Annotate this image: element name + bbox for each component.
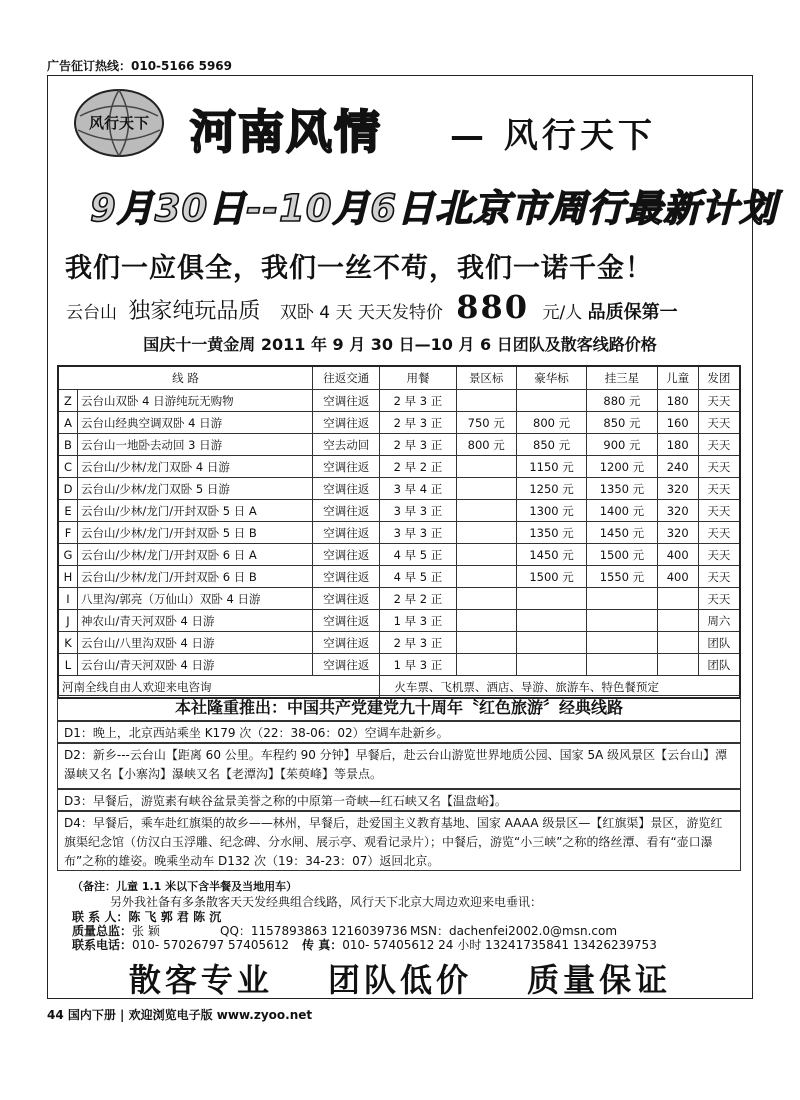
table-cell: 天天 xyxy=(698,500,740,522)
promo-quality: 品质保第一 xyxy=(587,302,678,323)
table-row xyxy=(58,478,740,500)
table-cell: 4 早 5 正 xyxy=(380,566,456,588)
brand-title: 河南风情 xyxy=(190,105,382,159)
contact-phone: 010- 57026797 57405612 xyxy=(132,938,290,952)
itinerary-day-1: D1：晚上，北京西站乘坐 K179 次（22：38-06：02）空调车赴新乡。 xyxy=(57,721,741,743)
table-cell: 空调往返 xyxy=(313,544,380,566)
table-cell: F xyxy=(58,522,78,544)
footer-left: 河南全线自由人欢迎来电咨询 xyxy=(58,676,380,699)
table-cell: 天天 xyxy=(698,434,740,456)
table-cell: 4 早 5 正 xyxy=(380,544,456,566)
table-cell xyxy=(456,610,516,632)
table-cell xyxy=(456,566,516,588)
table-cell: 天天 xyxy=(698,478,740,500)
footer-slogan-2: 团队低价 xyxy=(327,961,472,999)
table-cell: 2 早 3 正 xyxy=(380,390,456,412)
table-cell: 1 早 3 正 xyxy=(380,610,456,632)
table-row xyxy=(58,544,740,566)
table-cell xyxy=(587,654,657,676)
promo-unit: 元/人 xyxy=(542,303,583,323)
table-cell: 1350 元 xyxy=(516,522,586,544)
promo-trip: 双卧 4 天 天天发特价 xyxy=(279,303,443,323)
table-cell: 云台山/少林/龙门双卧 4 日游 xyxy=(78,456,313,478)
table-cell xyxy=(657,610,698,632)
contact-fax-label: 传 真： xyxy=(302,938,343,952)
table-cell: 天天 xyxy=(698,456,740,478)
table-cell xyxy=(657,632,698,654)
page-footer: 44 国内下册 | 欢迎浏览电子版 www.zyoo.net xyxy=(47,1008,313,1022)
table-cell: 1500 元 xyxy=(587,544,657,566)
header-deluxe: 豪华标 xyxy=(516,366,586,390)
table-cell: 180 xyxy=(657,434,698,456)
header-meals: 用餐 xyxy=(380,366,456,390)
table-cell: 天天 xyxy=(698,566,740,588)
table-cell: 天天 xyxy=(698,522,740,544)
table-cell: 1 早 3 正 xyxy=(380,654,456,676)
table-cell xyxy=(516,588,586,610)
table-cell: 1450 元 xyxy=(516,544,586,566)
table-cell: 1550 元 xyxy=(587,566,657,588)
table-cell: 云台山/八里沟双卧 4 日游 xyxy=(78,632,313,654)
header-departure: 发团 xyxy=(698,366,740,390)
footer-slogan-1: 散客专业 xyxy=(128,961,273,999)
table-cell: 空调往返 xyxy=(313,654,380,676)
table-cell: 云台山/少林/龙门/开封双卧 5 日 A xyxy=(78,500,313,522)
table-row xyxy=(58,588,740,610)
table-cell: 750 元 xyxy=(456,412,516,434)
table-cell: 空调往返 xyxy=(313,456,380,478)
table-cell: 空调往返 xyxy=(313,610,380,632)
table-cell: 1250 元 xyxy=(516,478,586,500)
promo-place: 云台山 xyxy=(66,303,117,323)
contact-msn: MSN：dachenfei2002.0@msn.com xyxy=(410,924,618,938)
table-cell: 400 xyxy=(657,544,698,566)
slogan: 我们一应俱全，我们一丝不苟，我们一诺千金！ xyxy=(65,253,653,284)
table-cell xyxy=(456,632,516,654)
table-cell xyxy=(456,588,516,610)
table-cell: 空调往返 xyxy=(313,478,380,500)
table-cell: 320 xyxy=(657,500,698,522)
table-cell: K xyxy=(58,632,78,654)
promo-line xyxy=(66,288,678,326)
table-cell: 900 元 xyxy=(587,434,657,456)
table-header-row xyxy=(58,366,740,390)
table-cell: 850 元 xyxy=(516,434,586,456)
footer-slogan-3: 质量保证 xyxy=(527,961,672,999)
ad-hotline: 广告征订热线：010-5166 5969 xyxy=(47,59,233,73)
table-cell: 云台山/少林/龙门双卧 5 日游 xyxy=(78,478,313,500)
table-cell: 云台山/少林/龙门/开封双卧 5 日 B xyxy=(78,522,313,544)
globe-logo xyxy=(70,86,168,160)
header-standard: 景区标 xyxy=(456,366,516,390)
table-cell: 2 早 3 正 xyxy=(380,412,456,434)
table-cell: 空调往返 xyxy=(313,632,380,654)
table-cell: L xyxy=(58,654,78,676)
table-cell xyxy=(657,588,698,610)
table-cell xyxy=(456,456,516,478)
table-cell: 180 xyxy=(657,390,698,412)
table-cell: 团队 xyxy=(698,654,740,676)
table-cell: 八里沟/郭亮（万仙山）双卧 4 日游 xyxy=(78,588,313,610)
table-cell: Z xyxy=(58,390,78,412)
table-row xyxy=(58,632,740,654)
table-row xyxy=(58,434,740,456)
table-cell xyxy=(456,654,516,676)
table-cell: 天天 xyxy=(698,412,740,434)
itinerary-day-4: D4：早餐后，乘车赴红旗渠的故乡——林州，早餐后，赴爱国主义教育基地、国家 AAAA 级景区—【红旗渠】景区，游览红旗渠纪念馆（仿汉白玉浮雕、纪念碑、分水闸、展示亭、观看记录片）；中餐后，游览“小三峡”之称的络丝潭、看有“壶口瀑布”之称的雄姿。晚乘坐动车 D132 次（19：34-23：07）返回北京。 xyxy=(57,811,741,871)
table-cell: 400 xyxy=(657,566,698,588)
contact-people: 陈 飞 郭 君 陈 沉 xyxy=(128,910,222,924)
table-cell: 320 xyxy=(657,478,698,500)
table-cell: 周六 xyxy=(698,610,740,632)
logo-text: 风行天下 xyxy=(88,114,150,132)
table-cell xyxy=(516,610,586,632)
table-cell: J xyxy=(58,610,78,632)
header-transport: 往返交通 xyxy=(313,366,380,390)
footer-slogan xyxy=(0,955,800,1001)
itinerary-day-3: D3：早餐后，游览素有峡谷盆景美誉之称的中原第一奇峡—红石峡又名【温盘峪】。 xyxy=(57,789,741,811)
table-cell: 1200 元 xyxy=(587,456,657,478)
table-row xyxy=(58,522,740,544)
table-cell: I xyxy=(58,588,78,610)
table-cell: 空调往返 xyxy=(313,588,380,610)
table-cell: 云台山经典空调双卧 4 日游 xyxy=(78,412,313,434)
table-cell: H xyxy=(58,566,78,588)
table-cell: 2 早 3 正 xyxy=(380,632,456,654)
table-cell xyxy=(587,632,657,654)
remark: （备注：儿童 1.1 米以下含半餐及当地用车） xyxy=(72,880,298,893)
table-cell xyxy=(456,544,516,566)
table-cell: 空调往返 xyxy=(313,522,380,544)
table-cell: 空调往返 xyxy=(313,412,380,434)
table-cell: 1450 元 xyxy=(587,522,657,544)
table-cell xyxy=(587,610,657,632)
contact-phone-line xyxy=(72,936,657,953)
table-cell: 云台山/少林/龙门/开封双卧 6 日 A xyxy=(78,544,313,566)
table-cell xyxy=(657,654,698,676)
table-cell: G xyxy=(58,544,78,566)
table-cell: 1300 元 xyxy=(516,500,586,522)
table-cell xyxy=(456,478,516,500)
header-route: 线 路 xyxy=(58,366,313,390)
table-cell: 云台山一地卧去动回 3 日游 xyxy=(78,434,313,456)
table-cell: 800 元 xyxy=(456,434,516,456)
table-cell: 1400 元 xyxy=(587,500,657,522)
table-cell xyxy=(456,522,516,544)
plan-title: 9月30日--10月6日北京市周行最新计划 xyxy=(90,187,778,230)
table-cell: 空调往返 xyxy=(313,566,380,588)
table-cell: E xyxy=(58,500,78,522)
table-cell xyxy=(516,654,586,676)
table-cell: 2 早 2 正 xyxy=(380,588,456,610)
table-cell: 2 早 3 正 xyxy=(380,434,456,456)
table-row xyxy=(58,412,740,434)
table-cell: 320 xyxy=(657,522,698,544)
table-row xyxy=(58,610,740,632)
table-row xyxy=(58,566,740,588)
table-row xyxy=(58,500,740,522)
table-cell: 3 早 3 正 xyxy=(380,500,456,522)
table-row xyxy=(58,654,740,676)
table-cell: 云台山/少林/龙门/开封双卧 6 日 B xyxy=(78,566,313,588)
table-cell: 云台山双卧 4 日游纯玩无购物 xyxy=(78,390,313,412)
promo-feature: 独家纯玩品质 xyxy=(128,299,261,324)
contact-intro: 另外我社备有多条散客天天发经典组合线路，风行天下北京大周边欢迎来电垂讯： xyxy=(110,895,543,909)
table-row xyxy=(58,390,740,412)
header-three-star: 挂三星 xyxy=(587,366,657,390)
table-cell: 云台山/青天河双卧 4 日游 xyxy=(78,654,313,676)
contact-manager-label: 质量总监： xyxy=(72,924,133,938)
price-table xyxy=(57,365,741,699)
table-cell xyxy=(456,500,516,522)
table-cell: C xyxy=(58,456,78,478)
contact-fax: 010- 57405612 24 小时 13241735841 13426239753 xyxy=(342,938,657,952)
table-cell: 1150 元 xyxy=(516,456,586,478)
table-cell: 空调往返 xyxy=(313,390,380,412)
table-cell: D xyxy=(58,478,78,500)
red-tour-notice: 本社隆重推出：中国共产党建党九十周年〝红色旅游〞经典线路 xyxy=(57,695,741,721)
table-cell: 880 元 xyxy=(587,390,657,412)
table-cell: 空调往返 xyxy=(313,500,380,522)
contact-phone-label: 联系电话： xyxy=(72,938,133,952)
table-body xyxy=(58,390,740,676)
table-cell: 1500 元 xyxy=(516,566,586,588)
table-cell: 天天 xyxy=(698,588,740,610)
promo-price: 880 xyxy=(456,288,530,326)
table-cell: 神农山/青天河双卧 4 日游 xyxy=(78,610,313,632)
table-cell: 团队 xyxy=(698,632,740,654)
footer-right: 火车票、飞机票、酒店、导游、旅游车、特色餐预定 xyxy=(380,676,740,699)
table-cell: A xyxy=(58,412,78,434)
header-child: 儿童 xyxy=(657,366,698,390)
table-cell: 240 xyxy=(657,456,698,478)
table-cell xyxy=(516,632,586,654)
table-cell xyxy=(587,588,657,610)
table-cell: 3 早 3 正 xyxy=(380,522,456,544)
table-cell xyxy=(516,390,586,412)
contact-people-label: 联 系 人： xyxy=(72,910,129,924)
table-cell: 1350 元 xyxy=(587,478,657,500)
table-cell: 空去动回 xyxy=(313,434,380,456)
contact-qq: QQ：1157893863 1216039736 xyxy=(220,924,408,938)
table-cell: B xyxy=(58,434,78,456)
table-cell: 2 早 2 正 xyxy=(380,456,456,478)
table-cell xyxy=(456,390,516,412)
table-cell: 天天 xyxy=(698,390,740,412)
table-cell: 850 元 xyxy=(587,412,657,434)
brand-tagline: — 风行天下 xyxy=(450,116,656,156)
table-cell: 160 xyxy=(657,412,698,434)
table-cell: 3 早 4 正 xyxy=(380,478,456,500)
table-cell: 800 元 xyxy=(516,412,586,434)
table-row xyxy=(58,456,740,478)
itinerary-day-2: D2：新乡---云台山【距离 60 公里。车程约 90 分钟】早餐后，赴云台山游览世界地质公园、国家 5A 级风景区【云台山】潭瀑峡又名【小寨沟】瀑峡又名【老潭沟】【茱萸峰】等景点。 xyxy=(57,743,741,789)
table-title: 国庆十一黄金周 2011 年 9 月 30 日—10 月 6 日团队及散客线路价格 xyxy=(143,335,657,354)
contact-manager: 张 颖 xyxy=(132,924,160,938)
table-cell: 天天 xyxy=(698,544,740,566)
